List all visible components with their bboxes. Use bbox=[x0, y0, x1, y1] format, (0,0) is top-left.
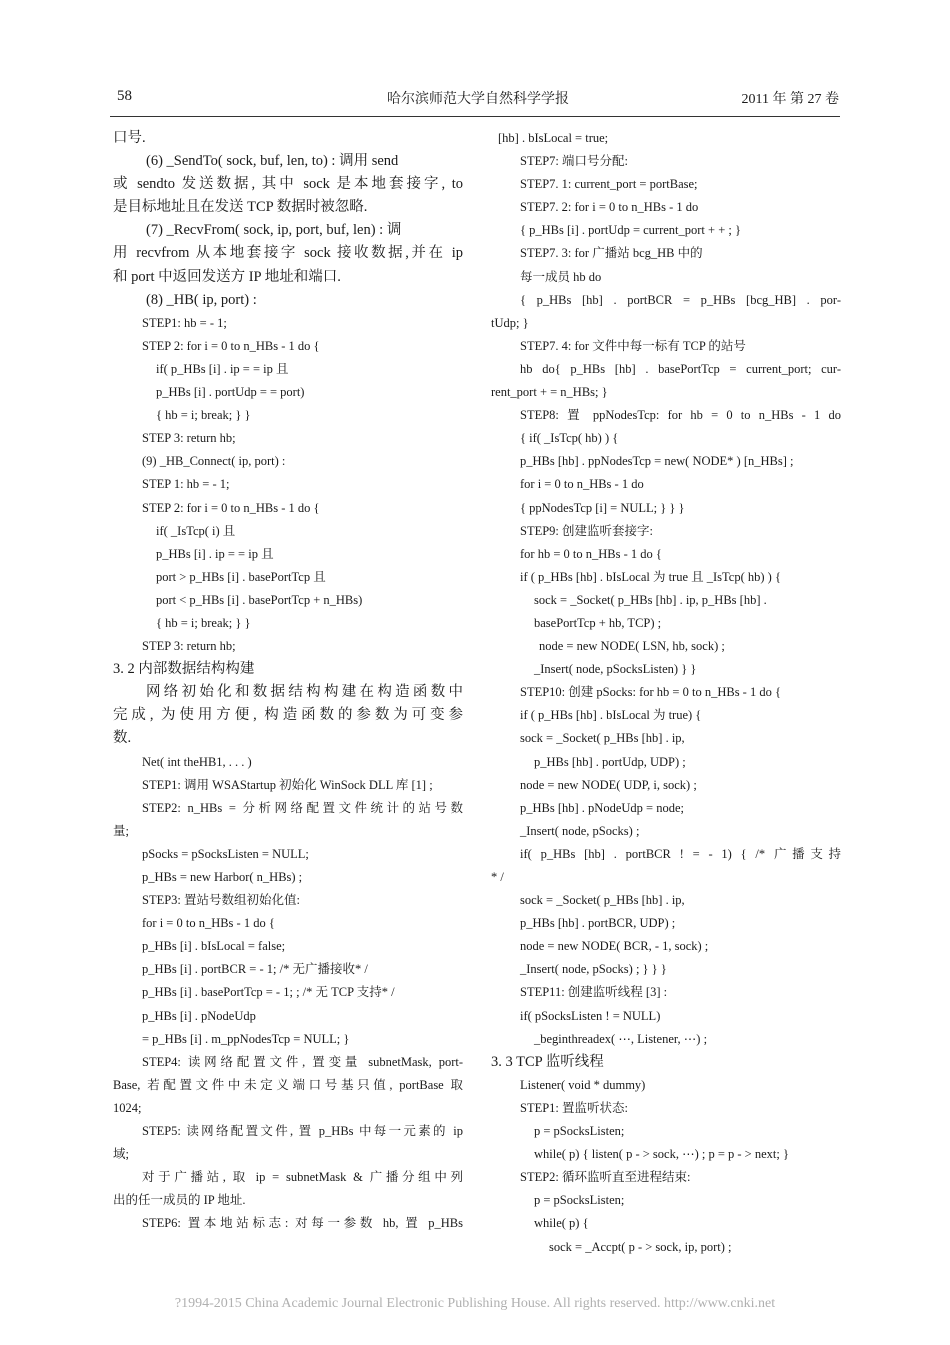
text-line: Net( int theHB1, . . . ) bbox=[142, 754, 252, 769]
text-line: STEP2: 循环监听直至进程结束: bbox=[520, 1170, 691, 1185]
text-line: 和 port 中返回发送方 IP 地址和端口. bbox=[113, 268, 341, 285]
text-line: port > p_HBs [i] . basePortTcp 且 bbox=[156, 569, 326, 584]
text-line: tUdp; } bbox=[491, 315, 529, 330]
text-line: p = pSocksListen; bbox=[534, 1193, 625, 1208]
text-line: 口号. bbox=[113, 130, 146, 146]
text-line: STEP5: 读网络配置文件, 置 p_HBs 中每一元素的 ip bbox=[142, 1124, 463, 1139]
text-line: pSocks = pSocksListen = NULL; bbox=[142, 846, 309, 861]
text-line: STEP4: 读网络配置文件, 置变量 subnetMask, port- bbox=[142, 1054, 463, 1069]
text-line: (7) _RecvFrom( sock, ip, port, buf, len) : 调 bbox=[146, 222, 402, 239]
text-line: STEP11: 创建监听线程 [3] : bbox=[520, 985, 668, 1000]
text-line: 是目标地址且在发送 TCP 数据时被忽略. bbox=[113, 199, 368, 216]
text-line: p_HBs [i] . bIsLocal = false; bbox=[142, 939, 286, 954]
text-line: if( _IsTcp( i) 且 bbox=[156, 523, 236, 538]
text-line: _Insert( node, pSocks) ; bbox=[520, 823, 640, 838]
text-line: _Insert( node, pSocks) ; } } } bbox=[520, 962, 667, 977]
text-line: Listener( void * dummy) bbox=[520, 1077, 646, 1092]
right-column bbox=[491, 127, 841, 1259]
text-line: 数. bbox=[113, 730, 132, 747]
text-line: if( pSocksListen ! = NULL) bbox=[520, 1008, 661, 1023]
text-line: hb do{ p_HBs [hb] . basePortTcp = current_port; cur- bbox=[520, 361, 841, 376]
text-line: STEP7. 2: for i = 0 to n_HBs - 1 do bbox=[520, 200, 699, 215]
text-line: if ( p_HBs [hb] . bIsLocal 为 true 且 _IsTcp( hb) ) { bbox=[520, 569, 781, 584]
text-line: 出的任一成员的 IP 地址. bbox=[113, 1193, 246, 1208]
text-line: (6) _SendTo( sock, buf, len, to) : 调用 send bbox=[146, 153, 399, 170]
text-line: = p_HBs [i] . m_ppNodesTcp = NULL; } bbox=[142, 1031, 350, 1046]
text-line: p_HBs [hb] . pNodeUdp = node; bbox=[520, 800, 684, 815]
text-line: _Insert( node, pSocksListen) } } bbox=[534, 662, 697, 677]
text-line: STEP1: hb = - 1; bbox=[142, 315, 227, 330]
text-line: { hb = i; break; } } bbox=[156, 615, 251, 630]
text-line: p_HBs [i] . basePortTcp = - 1; ; /* 无 TCP 支持* / bbox=[142, 985, 395, 1000]
text-line: STEP7. 1: current_port = portBase; bbox=[520, 177, 698, 192]
text-line: 用 recvfrom 从本地套接字 sock 接收数据,并在 ip bbox=[113, 245, 463, 262]
text-line: STEP7. 4: for 文件中每一标有 TCP 的站号 bbox=[520, 338, 746, 353]
text-line: p_HBs = new Harbor( n_HBs) ; bbox=[142, 870, 303, 884]
text-line: port < p_HBs [i] . basePortTcp + n_HBs) bbox=[156, 592, 363, 607]
text-line: sock = _Socket( p_HBs [hb] . ip, bbox=[520, 893, 685, 908]
text-line: STEP8: 置 ppNodesTcp: for hb = 0 to n_HBs - 1 do bbox=[520, 408, 841, 423]
text-line: p_HBs [hb] . portBCR, UDP) ; bbox=[520, 916, 676, 931]
text-line: if( p_HBs [hb] . portBCR ! = - 1) { /* 广播支持 bbox=[520, 846, 841, 861]
text-line: while( p) { bbox=[534, 1216, 589, 1231]
text-line: 3. 2 内部数据结构构建 bbox=[113, 661, 255, 678]
text-line: node = new NODE( BCR, - 1, sock) ; bbox=[520, 939, 709, 954]
text-line: Base, 若配置文件中未定义端口号基只值, portBase 取 bbox=[113, 1077, 463, 1092]
text-line: { hb = i; break; } } bbox=[156, 408, 251, 423]
text-line: STEP7: 端口号分配: bbox=[520, 154, 628, 169]
text-line: p_HBs [i] . pNodeUdp bbox=[142, 1008, 256, 1023]
text-line: STEP9: 创建监听套接字: bbox=[520, 523, 653, 538]
text-line: * / bbox=[491, 870, 504, 884]
text-line: p_HBs [i] . ip = = ip 且 bbox=[156, 546, 274, 561]
text-line: 完成, 为使用方便, 构造函数的参数为可变参 bbox=[113, 707, 463, 724]
text-line: for i = 0 to n_HBs - 1 do { bbox=[142, 916, 275, 931]
text-line: { if( _IsTcp( hb) ) { bbox=[520, 431, 619, 446]
text-line: sock = _Socket( p_HBs [hb] . ip, bbox=[520, 731, 685, 746]
text-line: STEP1: 调用 WSAStartup 初始化 WinSock DLL 库 [1] ; bbox=[142, 777, 433, 792]
text-line: p_HBs [i] . portBCR = - 1; /* 无广播接收* / bbox=[142, 962, 368, 977]
text-line: 量; bbox=[113, 823, 129, 838]
page-number: 58 bbox=[117, 88, 132, 104]
text-line: _beginthreadex( ⋯, Listener, ⋯) ; bbox=[534, 1031, 708, 1046]
text-line: { ppNodesTcp [i] = NULL; } } } bbox=[520, 500, 685, 515]
text-line: 网络初始化和数据结构构建在构造函数中 bbox=[146, 684, 463, 701]
text-line: sock = _Socket( p_HBs [hb] . ip, p_HBs [hb] . bbox=[534, 592, 767, 607]
text-line: STEP6: 置本地站标志: 对每一参数 hb, 置 p_HBs bbox=[142, 1216, 463, 1231]
text-line: STEP 1: hb = - 1; bbox=[142, 477, 230, 492]
text-line: (9) _HB_Connect( ip, port) : bbox=[142, 454, 286, 469]
text-line: STEP2: n_HBs = 分析网络配置文件统计的站号数 bbox=[142, 800, 463, 815]
text-line: 或 sendto 发送数据, 其中 sock 是本地套接字, to bbox=[113, 176, 463, 193]
text-line: sock = _Accpt( p - > sock, ip, port) ; bbox=[549, 1239, 732, 1254]
text-line: if ( p_HBs [hb] . bIsLocal 为 true) { bbox=[520, 708, 702, 723]
text-line: (8) _HB( ip, port) : bbox=[146, 291, 257, 308]
text-line: for hb = 0 to n_HBs - 1 do { bbox=[520, 546, 662, 561]
text-line: node = new NODE( LSN, hb, sock) ; bbox=[539, 639, 725, 654]
text-line: p_HBs [i] . portUdp = = port) bbox=[156, 385, 305, 400]
text-line: STEP1: 置监听状态: bbox=[520, 1100, 628, 1115]
text-line: [hb] . bIsLocal = true; bbox=[498, 131, 609, 145]
text-line: STEP 3: return hb; bbox=[142, 431, 236, 446]
text-line: for i = 0 to n_HBs - 1 do bbox=[520, 477, 644, 492]
text-line: p = pSocksListen; bbox=[534, 1124, 625, 1139]
text-line: 对于广播站, 取 ip = subnetMask & 广播分组中列 bbox=[142, 1170, 463, 1185]
page-header bbox=[117, 88, 839, 110]
text-line: STEP 2: for i = 0 to n_HBs - 1 do { bbox=[142, 500, 320, 515]
volume-info: 2011 年 第 27 卷 bbox=[741, 92, 839, 107]
left-column bbox=[113, 127, 463, 1236]
text-line: 每一成员 hb do bbox=[520, 269, 602, 284]
header-divider bbox=[110, 116, 840, 117]
text-line: 域; bbox=[113, 1147, 129, 1162]
text-line: STEP10: 创建 pSocks: for hb = 0 to n_HBs - 1 do { bbox=[520, 685, 781, 700]
text-line: STEP 3: return hb; bbox=[142, 639, 236, 654]
text-line: 3. 3 TCP 监听线程 bbox=[491, 1053, 604, 1070]
text-line: 1024; bbox=[113, 1100, 142, 1115]
text-line: STEP 2: for i = 0 to n_HBs - 1 do { bbox=[142, 338, 320, 353]
text-line: { p_HBs [i] . portUdp = current_port + + ; } bbox=[520, 223, 741, 238]
text-line: p_HBs [hb] . portUdp, UDP) ; bbox=[534, 754, 686, 769]
text-line: rent_port + = n_HBs; } bbox=[491, 385, 608, 400]
text-line: STEP7. 3: for 广播站 bcg_HB 中的 bbox=[520, 246, 703, 261]
copyright-footer: ?1994-2015 China Academic Journal Electronic Publishing House. All rights reserved. http://www.cnki.net bbox=[174, 1296, 776, 1311]
text-line: node = new NODE( UDP, i, sock) ; bbox=[520, 777, 697, 792]
text-line: p_HBs [hb] . ppNodesTcp = new( NODE* ) [n_HBs] ; bbox=[520, 454, 794, 469]
text-line: if( p_HBs [i] . ip = = ip 且 bbox=[156, 361, 289, 376]
text-line: while( p) { listen( p - > sock, ⋯) ; p = p - > next; } bbox=[534, 1147, 789, 1162]
text-line: STEP3: 置站号数组初始化值: bbox=[142, 893, 300, 908]
journal-name: 哈尔滨师范大学自然科学学报 bbox=[387, 92, 569, 107]
text-line: basePortTcp + hb, TCP) ; bbox=[534, 615, 662, 630]
text-line: { p_HBs [hb] . portBCR = p_HBs [bcg_HB] . por- bbox=[520, 292, 841, 307]
